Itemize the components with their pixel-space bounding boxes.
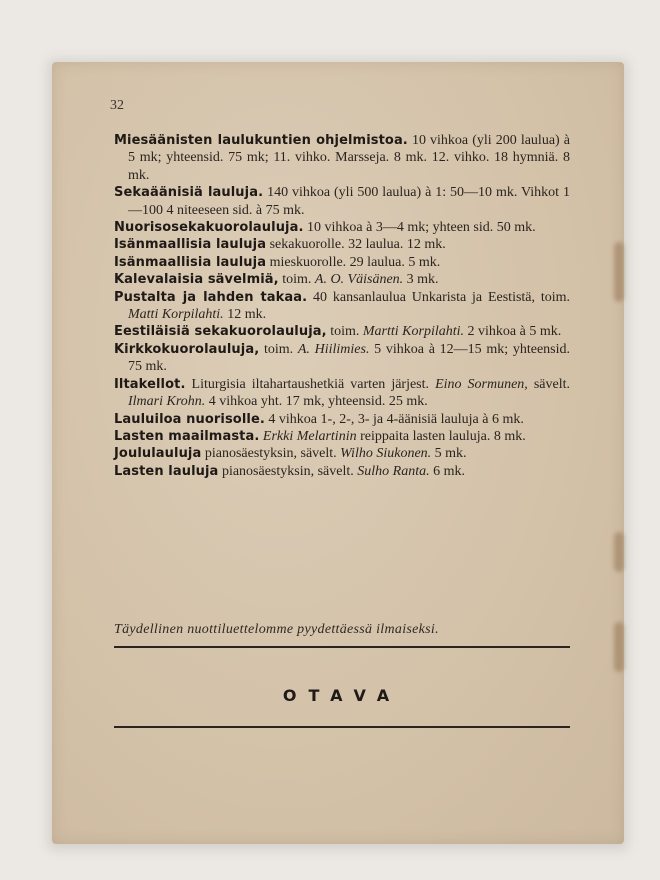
catalog-entry (114, 376, 570, 411)
entry-details: toim. (278, 272, 315, 288)
catalog-entry (114, 254, 570, 271)
entry-title: Isänmaallisia lauluja (114, 254, 267, 270)
entry-title: Nuorisosekakuorolauluja. (114, 220, 304, 236)
entry-author: Matti Korpilahti. (128, 307, 224, 323)
catalog-entry (114, 323, 570, 340)
entry-details: 10 vihkoa à 3—4 mk; yhteen sid. 50 mk. (303, 220, 536, 236)
entry-details: reippaita lasten lauluja. 8 mk. (356, 428, 526, 444)
entry-title: Lasten maailmasta. (114, 428, 260, 444)
entry-details: sekakuorolle. 32 laulua. 12 mk. (266, 237, 446, 253)
catalog-entry (114, 236, 570, 253)
entry-details: 2 vihkoa à 5 mk. (464, 324, 562, 340)
entry-author: Martti Korpilahti. (362, 324, 464, 340)
divider-rule (114, 646, 570, 648)
catalog-entry (114, 289, 570, 324)
entry-details: 3 mk. (403, 272, 439, 288)
catalog-entry (114, 463, 570, 480)
divider-rule (114, 726, 570, 728)
catalog-entry (114, 411, 570, 428)
booklet-page (52, 62, 624, 844)
entry-title: Kirkkokuorolauluja, (114, 341, 260, 357)
entry-author: A. Hiilimies. (297, 341, 370, 357)
entry-title: Pustalta ja lahden takaa. (114, 289, 308, 305)
entry-details: 5 mk. (431, 446, 467, 462)
entry-details: mieskuorolle. 29 laulua. 5 mk. (266, 254, 441, 270)
entry-title: Eestiläisiä sekakuorolauluja, (114, 324, 327, 340)
entry-author: Wilho Siukonen. (340, 446, 432, 462)
entry-details: toim. (326, 324, 363, 340)
entry-details: 4 vihkoa 1-, 2-, 3- ja 4-äänisiä lauluja à 6 mk. (264, 411, 524, 427)
entry-details: toim. (259, 341, 298, 357)
entry-author: Sulho Ranta. (357, 463, 430, 479)
entry-author: Ilmari Krohn. (128, 394, 206, 410)
catalog-entry (114, 184, 570, 219)
paper-stain (614, 622, 624, 672)
catalog-list (114, 132, 570, 480)
entry-title: Joululauluja (114, 446, 202, 462)
entry-title: Miesäänisten laulukuntien ohjelmistoa. (114, 133, 408, 148)
catalog-entry (114, 341, 570, 376)
entry-details: 6 mk. (429, 463, 465, 479)
entry-title: Lauluiloa nuorisolle. (114, 411, 265, 427)
entry-title: Sekaäänisiä lauluja. (114, 185, 264, 201)
entry-details: pianosäestyksin, sävelt. (218, 463, 358, 479)
entry-title: Iltakellot. (114, 376, 186, 392)
entry-title: Isänmaallisia lauluja (114, 237, 267, 253)
entry-details: 10 vihkoa (yli 200 laulua) à 5 mk; yhteensid. 75 mk; 11. vihko. Marsseja. 8 mk. 12. vihko. 18 hymniä. 8 mk. (128, 133, 570, 183)
catalog-entry (114, 428, 570, 445)
catalog-entry (114, 271, 570, 288)
entry-details: Liturgisia iltahartaushetkiä varten järjest. (185, 376, 436, 392)
paper-stain (614, 532, 624, 572)
entry-details: 5 vihkoa à 12—15 mk; yhteensid. 75 mk. (128, 341, 571, 375)
catalog-offer-note: Täydellinen nuottiluettelomme pyydettäessä ilmaiseksi. (114, 622, 439, 637)
entry-author: Eino Sormunen, (435, 376, 528, 392)
catalog-entry (114, 219, 570, 236)
catalog-entry (114, 132, 570, 184)
catalog-entry (114, 445, 570, 462)
entry-details: pianosäestyksin, sävelt. (201, 446, 341, 462)
entry-author: Erkki Melartinin (262, 428, 357, 444)
entry-details: 12 mk. (223, 307, 267, 323)
page-number: 32 (110, 98, 124, 113)
entry-details: 40 kansanlaulua Unkarista ja Eestistä, toim. (307, 289, 571, 305)
entry-details: 4 vihkoa yht. 17 mk, yhteensid. 25 mk. (205, 394, 428, 410)
entry-details: sävelt. (527, 376, 571, 392)
entry-title: Kalevalaisia sävelmiä, (114, 272, 279, 288)
entry-author: A. O. Väisänen. (314, 272, 404, 288)
paper-stain (614, 242, 624, 302)
entry-title: Lasten lauluja (114, 463, 219, 479)
entry-details: 140 vihkoa (yli 500 laulua) à 1: 50—10 mk. Vihkot 1—100 4 niteeseen sid. à 75 mk. (128, 185, 570, 218)
publisher-name: OTAVA (282, 686, 402, 705)
